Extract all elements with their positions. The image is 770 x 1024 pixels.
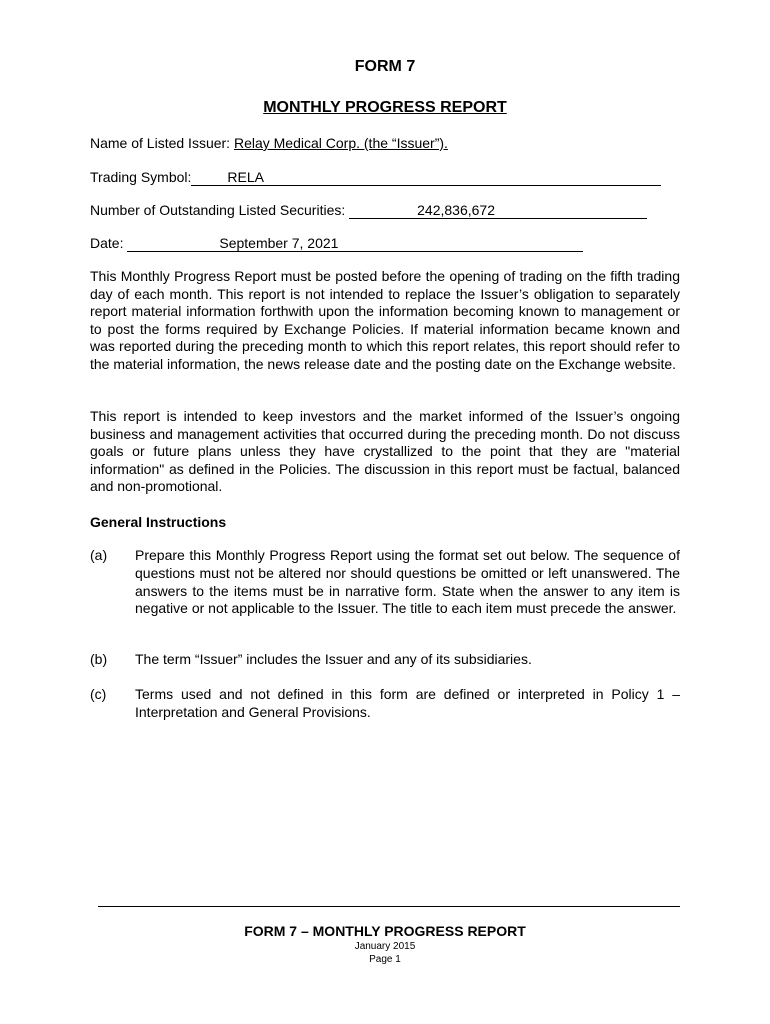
- instruction-letter: (b): [90, 651, 108, 667]
- purpose-paragraph: This report is intended to keep investors and the market informed of the Issuer’s ongoing business and management activities that occurred during the preceding month. Do not discuss goals or future plans unless they have crystallized to the point that they are "material information" as defined in the Policies. The discussion in this report must be factual, balanced and non-promotional.: [90, 408, 680, 495]
- date-field: [90, 235, 583, 252]
- instruction-item-a: [90, 547, 680, 618]
- instruction-item-b: [90, 651, 680, 669]
- footer-date: January 2015: [354, 941, 416, 952]
- report-title: MONTHLY PROGRESS REPORT: [263, 99, 507, 116]
- footer-page-number: Page 1: [369, 954, 401, 965]
- outstanding-securities-line: [349, 203, 647, 219]
- date-value: September 7, 2021: [219, 235, 339, 251]
- date-line: [127, 236, 583, 252]
- footer-divider: [98, 906, 680, 907]
- issuer-label: Name of Listed Issuer:: [90, 135, 231, 151]
- trading-symbol-value: RELA: [227, 169, 264, 185]
- instruction-text: The term “Issuer” includes the Issuer and any of its subsidiaries.: [135, 651, 532, 667]
- intro-paragraph: This Monthly Progress Report must be posted before the opening of trading on the fifth trading day of each month. This report is not intended to replace the Issuer’s obligation to separately report material information forthwith upon the information becoming known to management or to post the forms required by Exchange Policies. If material information became known and was reported during the preceding month to which this report relates, this report should refer to the material information, the news release date and the posting date on the Exchange website.: [90, 268, 680, 372]
- issuer-field: [90, 135, 448, 151]
- instruction-letter: (c): [90, 686, 107, 702]
- outstanding-securities-value: 242,836,672: [417, 202, 495, 218]
- instruction-letter: (a): [90, 547, 108, 563]
- date-label: Date:: [90, 235, 124, 251]
- trading-symbol-label: Trading Symbol:: [90, 169, 192, 185]
- outstanding-securities-label: Number of Outstanding Listed Securities:: [90, 202, 346, 218]
- instruction-item-c: [90, 686, 680, 722]
- trading-symbol-line: [191, 170, 661, 186]
- issuer-value: Relay Medical Corp. (the “Issuer”).: [233, 135, 448, 151]
- trading-symbol-field: [90, 169, 661, 186]
- footer-title: FORM 7 – MONTHLY PROGRESS REPORT: [244, 923, 526, 939]
- general-instructions-heading: General Instructions: [90, 514, 227, 530]
- outstanding-securities-field: [90, 202, 647, 219]
- form-title: FORM 7: [354, 58, 416, 75]
- instruction-text: Prepare this Monthly Progress Report using the format set out below. The sequence of questions must not be altered nor should questions be omitted or left unanswered. The answers to the items must be in narrative form. State when the answer to any item is negative or not applicable to the Issuer. The title to each item must precede the answer.: [135, 547, 680, 617]
- instruction-text: Terms used and not defined in this form are defined or interpreted in Policy 1 – Interpretation and General Provisions.: [135, 686, 680, 720]
